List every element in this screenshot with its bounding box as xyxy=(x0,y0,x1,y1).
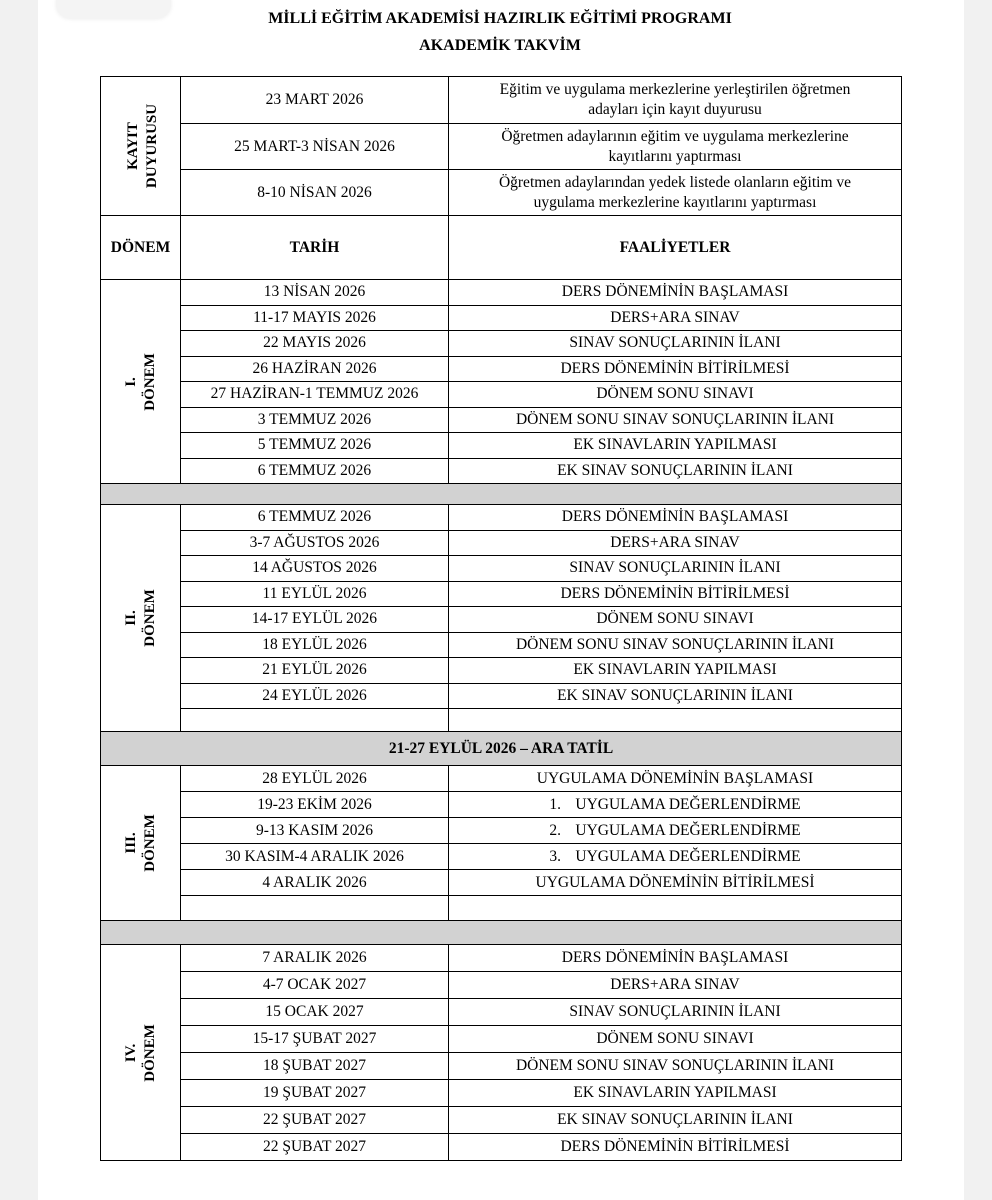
activity-cell: DERS DÖNEMİNİN BAŞLAMASI xyxy=(449,945,902,972)
date-cell: 28 EYLÜL 2026 xyxy=(181,766,449,792)
date-cell: 26 HAZİRAN 2026 xyxy=(181,356,449,382)
date-cell: 15-17 ŞUBAT 2027 xyxy=(181,1026,449,1053)
table-row xyxy=(101,607,902,633)
date-cell: 15 OCAK 2027 xyxy=(181,999,449,1026)
date-cell: 21 EYLÜL 2026 xyxy=(181,658,449,684)
activity-cell: Öğretmen adaylarının eğitim ve uygulama merkezlerine kayıtlarını yaptırması xyxy=(449,124,902,170)
table-row xyxy=(101,844,902,870)
table-row xyxy=(101,1134,902,1161)
list-number: 2. xyxy=(549,821,562,839)
activity-cell: DERS DÖNEMİNİN BAŞLAMASI xyxy=(449,280,902,306)
document-header xyxy=(100,5,900,59)
activity-cell: Öğretmen adaylarından yedek listede olanların eğitim ve uygulama merkezlerine kayıtlarını yaptırması xyxy=(449,170,902,216)
activity-cell: DÖNEM SONU SINAV SONUÇLARININ İLANI xyxy=(449,632,902,658)
list-number: 3. xyxy=(549,847,562,865)
date-cell: 27 HAZİRAN-1 TEMMUZ 2026 xyxy=(181,382,449,408)
kayit-label-cell: KAYIT DUYURUSU xyxy=(101,77,181,216)
activity-cell: EK SINAV SONUÇLARININ İLANI xyxy=(449,683,902,709)
activity-cell: EK SINAV SONUÇLARININ İLANI xyxy=(449,458,902,484)
empty-row xyxy=(101,709,902,732)
activity-cell: SINAV SONUÇLARININ İLANI xyxy=(449,331,902,357)
date-cell: 19 ŞUBAT 2027 xyxy=(181,1080,449,1107)
ara-tatil-label: 21-27 EYLÜL 2026 – ARA TATİL xyxy=(101,732,902,766)
column-header-donem: DÖNEM xyxy=(101,216,181,280)
activity-cell: DÖNEM SONU SINAVI xyxy=(449,1026,902,1053)
list-number: 1. xyxy=(549,795,562,813)
activity-cell: DÖNEM SONU SINAVI xyxy=(449,607,902,633)
table-row xyxy=(101,766,902,792)
separator-row xyxy=(101,921,902,945)
activity-cell: 3. UYGULAMA DEĞERLENDİRME xyxy=(449,844,902,870)
table-row xyxy=(101,632,902,658)
date-cell: 14-17 EYLÜL 2026 xyxy=(181,607,449,633)
table-row xyxy=(101,124,902,170)
activity-cell: EK SINAVLARIN YAPILMASI xyxy=(449,658,902,684)
activity-cell: EK SINAV SONUÇLARININ İLANI xyxy=(449,1107,902,1134)
activity-cell: DÖNEM SONU SINAV SONUÇLARININ İLANI xyxy=(449,407,902,433)
activity-cell: UYGULAMA DÖNEMİNİN BİTİRİLMESİ xyxy=(449,870,902,896)
activity-cell: DERS DÖNEMİNİN BİTİRİLMESİ xyxy=(449,356,902,382)
column-header-tarih: TARİH xyxy=(181,216,449,280)
activity-cell: DÖNEM SONU SINAVI xyxy=(449,382,902,408)
donem1-label-cell: I. DÖNEM xyxy=(101,280,181,484)
column-header-faaliyetler: FAALİYETLER xyxy=(449,216,902,280)
donem3-label-cell: III. DÖNEM xyxy=(101,766,181,921)
date-cell: 13 NİSAN 2026 xyxy=(181,280,449,306)
table-row xyxy=(101,382,902,408)
date-cell: 24 EYLÜL 2026 xyxy=(181,683,449,709)
date-cell: 18 EYLÜL 2026 xyxy=(181,632,449,658)
activity-cell: SINAV SONUÇLARININ İLANI xyxy=(449,556,902,582)
table-row xyxy=(101,945,902,972)
table-row xyxy=(101,818,902,844)
table-row xyxy=(101,792,902,818)
date-cell: 3-7 AĞUSTOS 2026 xyxy=(181,530,449,556)
table-row xyxy=(101,999,902,1026)
activity-cell: UYGULAMA DÖNEMİNİN BAŞLAMASI xyxy=(449,766,902,792)
table-row xyxy=(101,305,902,331)
table-row xyxy=(101,170,902,216)
ara-tatil-row xyxy=(101,732,902,766)
table-row xyxy=(101,870,902,896)
table-row xyxy=(101,556,902,582)
table-row xyxy=(101,505,902,531)
table-row xyxy=(101,280,902,306)
date-cell: 30 KASIM-4 ARALIK 2026 xyxy=(181,844,449,870)
date-cell: 25 MART-3 NİSAN 2026 xyxy=(181,124,449,170)
date-cell: 23 MART 2026 xyxy=(181,77,449,124)
activity-cell: Eğitim ve uygulama merkezlerine yerleştirilen öğretmen adayları için kayıt duyurusu xyxy=(449,77,902,124)
table-row xyxy=(101,1107,902,1134)
activity-cell: DERS+ARA SINAV xyxy=(449,305,902,331)
date-cell: 4 ARALIK 2026 xyxy=(181,870,449,896)
kayit-label: KAYIT xyxy=(125,122,142,170)
date-cell: 8-10 NİSAN 2026 xyxy=(181,170,449,216)
table-row xyxy=(101,1053,902,1080)
activity-cell: DERS DÖNEMİNİN BİTİRİLMESİ xyxy=(449,1134,902,1161)
date-cell: 4-7 OCAK 2027 xyxy=(181,972,449,999)
table-row xyxy=(101,433,902,459)
table-row xyxy=(101,77,902,124)
table-row xyxy=(101,1080,902,1107)
table-row xyxy=(101,1026,902,1053)
activity-cell: DERS DÖNEMİNİN BAŞLAMASI xyxy=(449,505,902,531)
table-row xyxy=(101,407,902,433)
date-cell: 9-13 KASIM 2026 xyxy=(181,818,449,844)
date-cell: 22 ŞUBAT 2027 xyxy=(181,1107,449,1134)
date-cell: 6 TEMMUZ 2026 xyxy=(181,458,449,484)
date-cell: 7 ARALIK 2026 xyxy=(181,945,449,972)
table-row xyxy=(101,972,902,999)
activity-cell: SINAV SONUÇLARININ İLANI xyxy=(449,999,902,1026)
date-cell: 6 TEMMUZ 2026 xyxy=(181,505,449,531)
date-cell: 18 ŞUBAT 2027 xyxy=(181,1053,449,1080)
table-row xyxy=(101,331,902,357)
table-row xyxy=(101,683,902,709)
date-cell: 5 TEMMUZ 2026 xyxy=(181,433,449,459)
table-row xyxy=(101,581,902,607)
activity-cell: DERS+ARA SINAV xyxy=(449,972,902,999)
activity-cell: DÖNEM SONU SINAV SONUÇLARININ İLANI xyxy=(449,1053,902,1080)
activity-cell: EK SINAVLARIN YAPILMASI xyxy=(449,1080,902,1107)
table-row xyxy=(101,530,902,556)
date-cell: 14 AĞUSTOS 2026 xyxy=(181,556,449,582)
activity-cell: 2. UYGULAMA DEĞERLENDİRME xyxy=(449,818,902,844)
date-cell: 19-23 EKİM 2026 xyxy=(181,792,449,818)
column-header-row xyxy=(101,216,902,280)
activity-cell: DERS+ARA SINAV xyxy=(449,530,902,556)
date-cell: 11 EYLÜL 2026 xyxy=(181,581,449,607)
separator-row xyxy=(101,484,902,505)
date-cell: 22 ŞUBAT 2027 xyxy=(181,1134,449,1161)
activity-cell: 1. UYGULAMA DEĞERLENDİRME xyxy=(449,792,902,818)
activity-cell: EK SINAVLARIN YAPILMASI xyxy=(449,433,902,459)
activity-cell: DERS DÖNEMİNİN BİTİRİLMESİ xyxy=(449,581,902,607)
donem4-label-cell: IV. DÖNEM xyxy=(101,945,181,1161)
document-subtitle: AKADEMİK TAKVİM xyxy=(419,37,581,54)
date-cell: 3 TEMMUZ 2026 xyxy=(181,407,449,433)
document-title: MİLLİ EĞİTİM AKADEMİSİ HAZIRLIK EĞİTİMİ PROGRAMI xyxy=(268,10,732,27)
empty-row xyxy=(101,896,902,921)
date-cell: 11-17 MAYIS 2026 xyxy=(181,305,449,331)
table-row xyxy=(101,658,902,684)
date-cell: 22 MAYIS 2026 xyxy=(181,331,449,357)
table-row xyxy=(101,458,902,484)
table-row xyxy=(101,356,902,382)
academic-calendar-table xyxy=(100,76,902,1161)
donem2-label-cell: II. DÖNEM xyxy=(101,505,181,732)
